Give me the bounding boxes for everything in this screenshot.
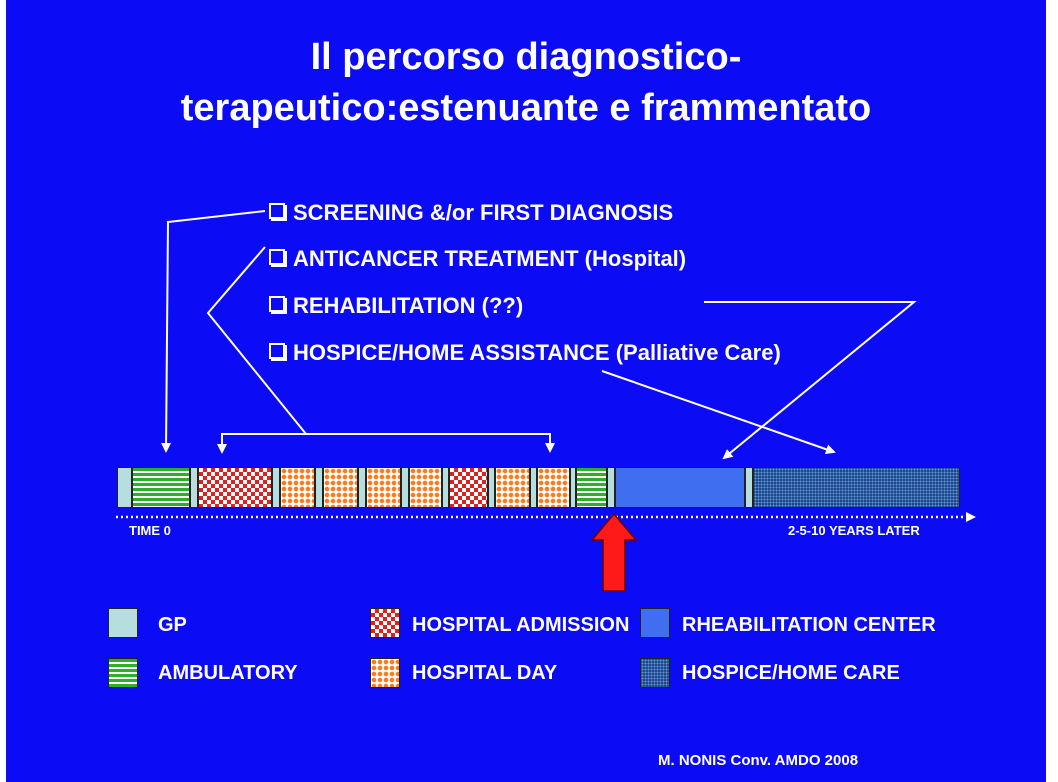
axis-end-label: 2-5-10 YEARS LATER bbox=[788, 523, 920, 538]
current-point-arrow bbox=[592, 514, 636, 591]
line-anticancer bbox=[208, 247, 306, 434]
credit-text: M. NONIS Conv. AMDO 2008 bbox=[658, 752, 859, 769]
legend-swatch-ambulatory bbox=[108, 658, 138, 688]
slide bbox=[6, 0, 1046, 782]
legend-swatch-hospital-admission bbox=[370, 608, 400, 638]
legend-swatch-rehabilitation-center bbox=[640, 608, 670, 638]
legend-label-hospice-home-care: HOSPICE/HOME CARE bbox=[682, 662, 900, 684]
arrow-rehabilitation bbox=[704, 302, 914, 458]
legend-label-ambulatory: AMBULATORY bbox=[158, 662, 298, 684]
bracket-treatment bbox=[222, 434, 550, 451]
slide-title-line-2: terapeutico:estenuante e frammentato bbox=[180, 87, 872, 129]
legend-label-hospital-day: HOSPITAL DAY bbox=[412, 662, 558, 684]
legend-label-hospital-admission: HOSPITAL ADMISSION bbox=[412, 614, 630, 636]
bullet-rehabilitation: REHABILITATION (??) bbox=[269, 293, 523, 319]
legend-label-gp: GP bbox=[158, 614, 187, 636]
bullet-anticancer: ANTICANCER TREATMENT (Hospital) bbox=[269, 246, 686, 272]
arrow-hospice bbox=[602, 371, 834, 452]
slide-title-line-1: Il percorso diagnostico- bbox=[310, 36, 742, 78]
legend-swatch-gp bbox=[108, 608, 138, 638]
legend-swatch-hospital-day bbox=[370, 658, 400, 688]
legend-label-rehabilitation-center: RHEABILITATION CENTER bbox=[682, 614, 936, 636]
legend-swatch-hospice-home-care bbox=[640, 658, 670, 688]
bullet-hospice: HOSPICE/HOME ASSISTANCE (Palliative Care) bbox=[269, 340, 781, 366]
bullet-screening: SCREENING &/or FIRST DIAGNOSIS bbox=[269, 200, 673, 226]
axis-start-label: TIME 0 bbox=[129, 523, 171, 538]
arrow-screening bbox=[166, 211, 265, 451]
